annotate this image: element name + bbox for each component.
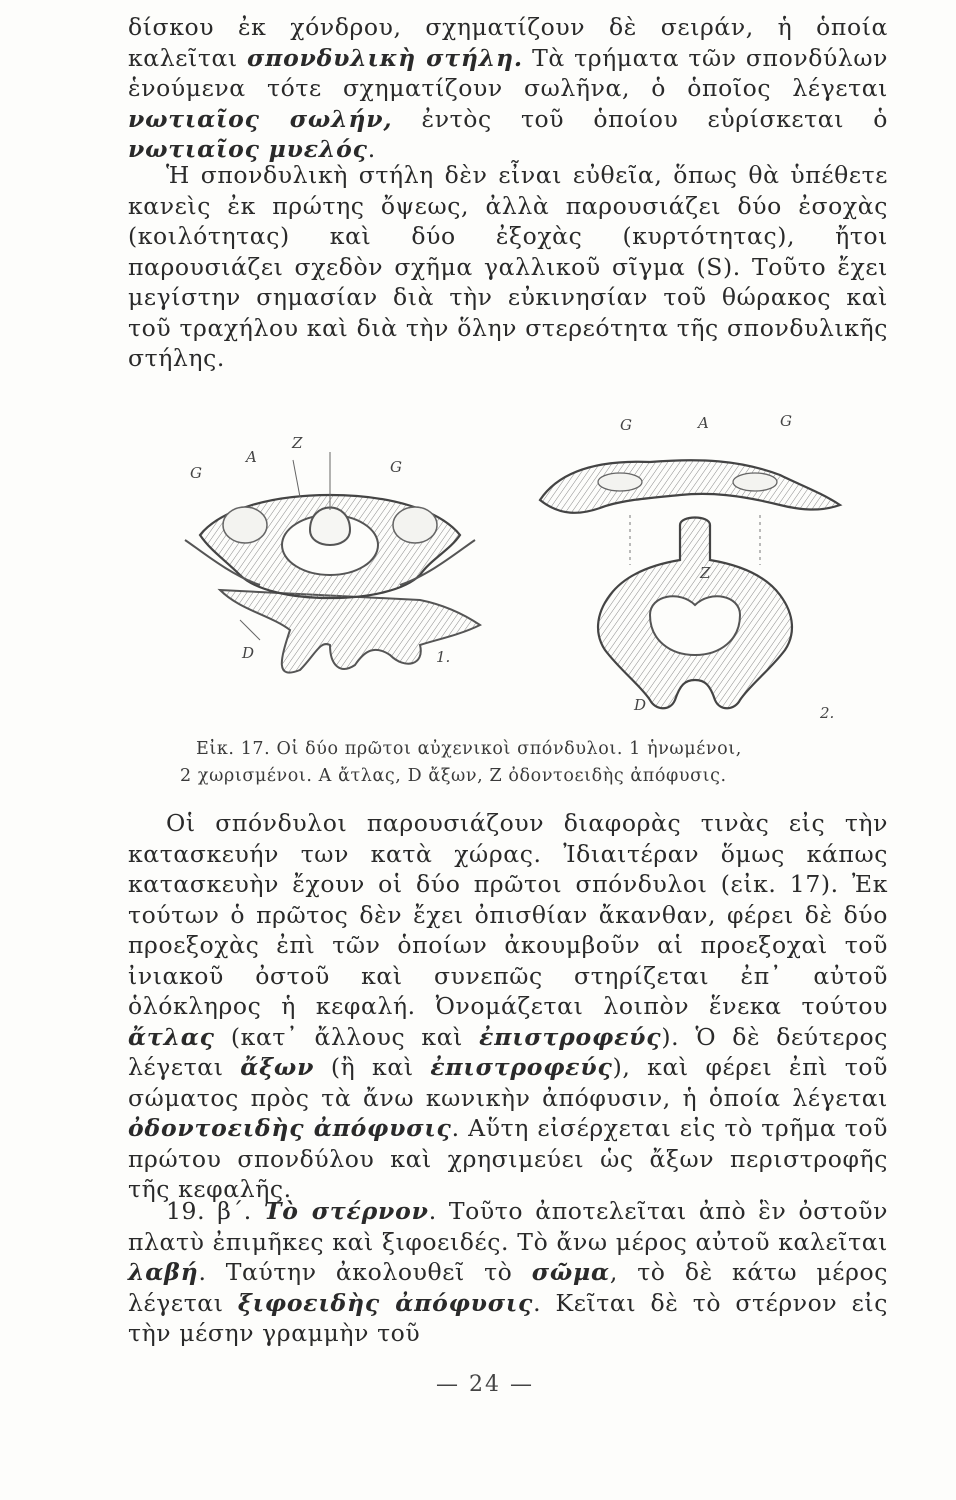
leader-d	[240, 620, 260, 640]
text-run: ). Ὁ δὲ δεύτερος λέγεται	[128, 1022, 888, 1081]
term-atlas: ἄτλας	[128, 1022, 215, 1051]
text-run: Οἱ σπόνδυλοι παρουσιάζουν διαφορὰς τινὰς εἰς τὴν κατασκευήν των κατὰ χώρας. Ἰδιαιτέραν ὅμως κάπως κατασκευὴν ἔχουν οἱ δύο πρῶτοι σπόνδυλοι (εἰκ. 17). Ἐκ τούτων ὁ πρῶτος δὲν ἔχει ὀπισθίαν ἄκανθαν, φέρει δὲ δύο προεξοχὰς ἐπὶ τῶν ὁποίων ἀκουμβοῦν αἱ προεξοχαὶ τοῦ ἰνιακοῦ ὀστοῦ καὶ συνεπῶς στηρίζεται ἐπ᾿ αὐτοῦ ὁλόκληρος ἡ κεφαλή. Ὀνομάζεται λοιπὸν ἕνεκα τούτου	[128, 809, 888, 1020]
text-run: .	[367, 135, 376, 163]
text-run: . Ταύτην ἀκολουθεῖ τὸ	[198, 1258, 532, 1286]
dens-shape	[310, 508, 350, 546]
label-axis-right: D	[634, 696, 647, 714]
joined-vertebrae-drawing	[185, 434, 480, 673]
text-run: Τὰ τρήματα τῶν σπονδύλων ἑνούμενα τότε σχηματίζουν σωλῆνα, ὁ ὁποῖος λέγεται	[128, 43, 888, 102]
paragraph-spine-curvature	[128, 160, 888, 374]
text-run: (ἢ καὶ	[314, 1053, 431, 1081]
label-dens-left: Z	[292, 434, 303, 452]
label-atlas-left: A	[246, 448, 257, 466]
label-figure-1: 1.	[436, 648, 451, 666]
separated-vertebrae-drawing	[540, 412, 840, 722]
text-run: ), καὶ φέρει ἐπὶ τοῦ σώματος πρὸς τὰ ἄνω κωνικὴν ἀπόφυσιν, ἡ ὁποία λέγεται	[128, 1053, 888, 1112]
label-atlas-facet-right: G	[390, 458, 402, 476]
paragraph-sternum	[128, 1196, 888, 1349]
atlas-facet-right	[733, 473, 777, 491]
text-run: . Κεῖται δὲ τὸ στέρνον εἰς τὴν μέσην γραμμὴν τοῦ	[128, 1288, 888, 1347]
term-spinal-cord: νωτιαῖος μυελός	[128, 135, 368, 163]
spine-curvature-text: Ἡ σπονδυλικὴ στήλη δὲν εἶναι εὐθεῖα, ὅπως θὰ ὑπέθετε κανεὶς ἐκ πρώτης ὄψεως, ἀλλὰ παρουσιάζει δύο ἐσοχὰς (κοιλότητας) καὶ δύο ἐξοχὰς (κυρτότητας), ἤτοι παρουσιάζει σχεδὸν σχῆμα γαλλικοῦ σῖγμα (S). Τοῦτο ἔχει μεγίστην σημασίαν διὰ τὴν εὐκινησίαν τοῦ θώρακος καὶ τοῦ τραχήλου καὶ διὰ τὴν ὅλην στερεότητα τῆς σπονδυλικῆς στήλης.	[128, 161, 888, 372]
text-run: . Αὕτη εἰσέρχεται εἰς τὸ τρῆμα τοῦ πρώτου σπονδύλου καὶ χρησιμεύει ὡς ἄξων περιστροφῆς τῆς κεφαλῆς.	[128, 1114, 888, 1203]
text-run: δίσκου ἐκ χόνδρου, σχηματίζουν δὲ σειράν, ἡ ὁποία καλεῖται	[128, 13, 888, 72]
atlas-facet-left	[598, 473, 642, 491]
term-odontoid-process: ὀδοντοειδὴς ἀπόφυσις	[128, 1114, 452, 1142]
section-heading-sternum: Τὸ στέρνον	[263, 1197, 429, 1225]
label-facet-right-fig-left: G	[620, 416, 632, 434]
section-number: 19. β΄.	[166, 1197, 264, 1225]
text-run: ἐντὸς τοῦ ὁποίου εὑρίσκεται ὁ	[392, 104, 888, 133]
label-atlas-right: A	[698, 414, 709, 432]
label-figure-2: 2.	[820, 704, 835, 722]
term-spinal-column: σπονδυλικὴ στήλη.	[246, 43, 523, 72]
paragraph-first-vertebrae	[128, 808, 888, 1205]
term-body: σῶμα	[531, 1258, 610, 1286]
term-axis: ἄξων	[240, 1053, 315, 1081]
figure-cervical-vertebrae	[180, 400, 860, 730]
label-axis-left: D	[242, 644, 255, 662]
left-facet	[223, 507, 267, 543]
right-facet	[393, 507, 437, 543]
term-epistropheus: ἐπιστροφεύς	[479, 1022, 662, 1051]
term-epistropheus-2: ἐπιστροφεύς	[430, 1053, 613, 1081]
text-run: , τὸ δὲ κάτω μέρος λέγεται	[128, 1258, 888, 1317]
text-run: (κατ᾿ ἄλλους καὶ	[214, 1022, 480, 1051]
caption-line-1: Εἰκ. 17. Οἱ δύο πρῶτοι αὐχενικοὶ σπόνδυλοι. 1 ἡνωμένοι,	[196, 739, 742, 759]
atlas-separated-shape	[540, 460, 840, 513]
figure-caption	[180, 736, 840, 790]
label-atlas-facet-left: G	[190, 464, 202, 482]
page-number: — 24 —	[436, 1372, 534, 1397]
leader-a	[293, 460, 300, 497]
label-facet-right-fig-right: G	[780, 412, 792, 430]
label-dens-right: Z	[700, 564, 711, 582]
term-manubrium: λαβή	[128, 1258, 199, 1286]
text-run: . Τοῦτο ἀποτελεῖται ἀπὸ ἓν ὀστοῦν πλατὺ ἐπιμῆκες καὶ ξιφοειδές. Τὸ ἄνω μέρος αὐτοῦ καλεῖται	[128, 1197, 889, 1256]
vertebrae-illustration	[180, 400, 860, 730]
paragraph-spinal-column	[128, 12, 888, 165]
caption-line-2: 2 χωρισμένοι. A ἄτλας, D ἄξων, Z ὀδοντοειδὴς ἀπόφυσις.	[180, 766, 727, 786]
term-xiphoid-process: ξιφοειδὴς ἀπόφυσις	[237, 1288, 534, 1317]
term-spinal-canal: νωτιαῖος σωλήν,	[128, 104, 393, 133]
